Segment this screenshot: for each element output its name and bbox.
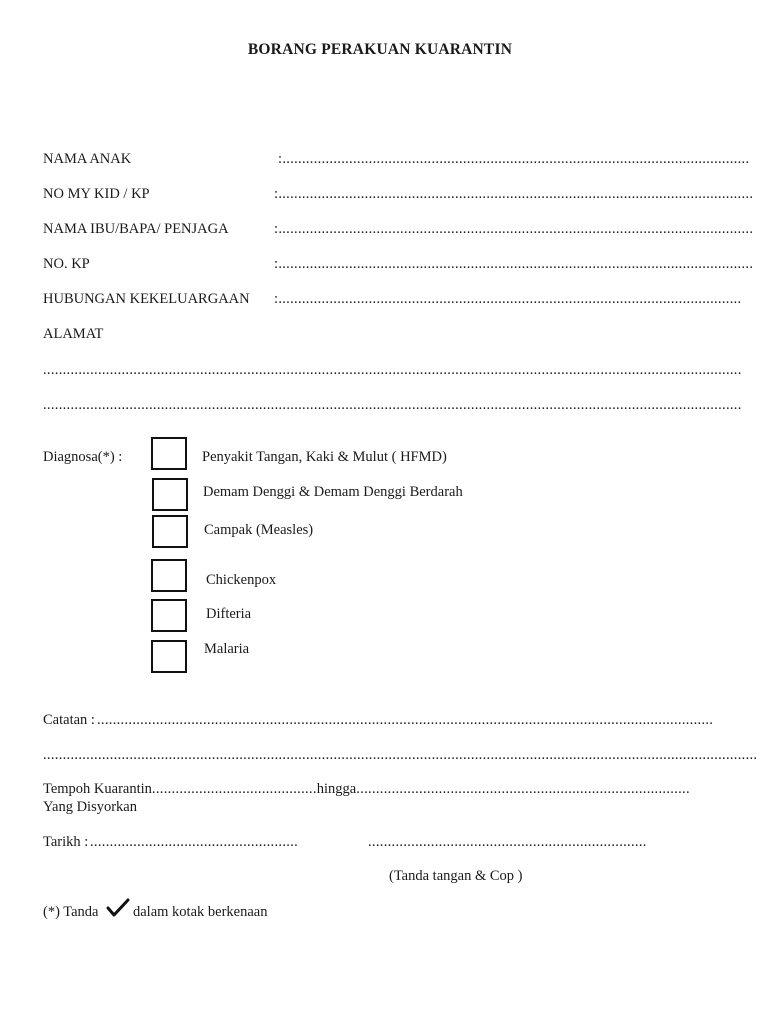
tempoh-label-text: Tempoh Kuarantin [43,781,152,797]
tempoh-label [43,781,690,798]
field-signature[interactable]: ....................................................................... [368,834,647,850]
field-label-no-kp: NO. KP [43,256,90,272]
field-tempoh-to[interactable]: ..................................................................................... [356,781,690,797]
footnote-prefix: (*) Tanda [43,904,99,920]
checkmark-icon [106,898,130,918]
field-hubungan[interactable]: :...................................................................................................................... [274,291,742,307]
field-alamat-line-2[interactable]: .................................................................................................................................................................................. [43,397,742,413]
form-title: BORANG PERAKUAN KUARANTIN [247,41,513,58]
field-label-nama-anak: NAMA ANAK [43,151,132,167]
yang-disyorkan-text: Yang Disyorkan [43,799,137,815]
option-label-hfmd: Penyakit Tangan, Kaki & Mulut ( HFMD) [202,449,447,465]
checkbox-difteria[interactable] [151,599,187,632]
option-label-malaria: Malaria [204,641,250,657]
signature-caption: (Tanda tangan & Cop ) [389,868,523,884]
checkbox-malaria[interactable] [151,640,187,673]
hingga-text: hingga [316,781,357,797]
field-catatan-line-2[interactable]: ...................................................................................................................................................................................... [43,747,758,763]
checkbox-campak[interactable] [152,515,188,548]
field-label-nama-penjaga: NAMA IBU/BAPA/ PENJAGA [43,221,229,237]
field-nama-anak[interactable]: :....................................................................................................................... [278,151,750,167]
field-tempoh-from[interactable]: .......................................... [151,781,317,797]
option-label-difteria: Difteria [206,606,252,622]
catatan-label: Catatan : [43,712,95,728]
checkbox-hfmd[interactable] [151,437,187,470]
diagnosa-label: Diagnosa(*) : [43,449,123,465]
field-alamat-line-1[interactable]: .................................................................................................................................................................................. [43,362,742,378]
checkbox-denggi[interactable] [152,478,188,511]
field-label-no-mykid: NO MY KID / KP [43,186,150,202]
field-no-mykid[interactable]: :......................................................................................................................... [274,186,754,202]
option-label-campak: Campak (Measles) [204,522,314,538]
field-label-hubungan: HUBUNGAN KEKELUARGAAN [43,291,250,307]
field-catatan-line-1[interactable]: ............................................................................................................................................................. [97,712,714,728]
field-no-kp[interactable]: :......................................................................................................................... [274,256,754,272]
field-nama-penjaga[interactable]: :......................................................................................................................... [274,221,754,237]
footnote-suffix: dalam kotak berkenaan [133,904,268,920]
field-label-alamat: ALAMAT [43,326,104,342]
checkbox-chickenpox[interactable] [151,559,187,592]
field-tarikh[interactable]: ..................................................... [90,834,299,850]
tarikh-label: Tarikh : [43,834,89,850]
option-label-denggi: Demam Denggi & Demam Denggi Berdarah [203,484,463,500]
option-label-chickenpox: Chickenpox [206,572,277,588]
